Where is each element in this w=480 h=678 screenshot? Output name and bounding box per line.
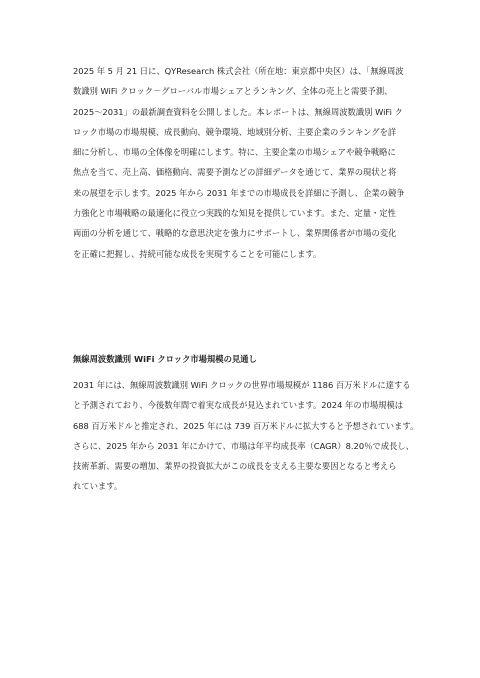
- text-line: 数識別 WiFi クロック－グローバル市場シェアとランキング、全体の売上と需要予測、: [73, 86, 393, 97]
- text-line: ロック市場の市場規模、成長動向、競争環境、地域別分析、主要企業のランキングを詳: [73, 126, 397, 137]
- text-line: 両面の分析を通じて、戦略的な意思決定を強力にサポートし、業界関係者が市場の変化: [73, 228, 397, 239]
- text-line: 焦点を当て、売上高、価格動向、需要予測などの詳細データを通じて、業界の現状と将: [73, 167, 397, 178]
- text-line: を正確に把握し、持続可能な成長を実現することを可能にします。: [73, 248, 322, 259]
- text-line: 2031 年には、無線周波数識別 WiFi クロックの世界市場規模が 1186 百万米ドルに達する: [73, 380, 411, 390]
- outlook-paragraph: [73, 375, 418, 497]
- text-line: 2025 年 5 月 21 日に、QYResearch 株式会社（所在地：東京都中央区）は、「無線周波: [73, 66, 404, 76]
- text-line: 2025～2031」の最新調査資料を公開しました。本レポートは、無線周波数識別 WiFi ク: [73, 106, 403, 117]
- section-heading: 無線周波数識別 WiFi クロック市場規模の見通し: [73, 354, 257, 364]
- intro-paragraph: [73, 61, 405, 264]
- text-line: 技術革新、需要の増加、業界の投資拡大がこの成長を支える主要な要因となると考えら: [73, 461, 397, 472]
- text-line: 688 百万米ドルと推定され、2025 年には 739 百万米ドルに拡大すると予想されています。: [73, 420, 419, 431]
- text-line: と予測されており、今後数年間で着実な成長が見込まれています。2024 年の市場規模は: [73, 400, 404, 411]
- text-line: 細に分析し、市場の全体像を明確にします。特に、主要企業の市場シェアや競争戦略に: [73, 147, 396, 158]
- text-line: 来の展望を示します。2025 年から 2031 年までの市場成長を詳細に予測し、企業の競争: [73, 187, 405, 198]
- text-line: れています。: [73, 481, 123, 492]
- text-line: 力強化と市場戦略の最適化に役立つ実践的な知見を提供しています。また、定量・定性: [73, 208, 396, 219]
- text-line: さらに、2025 年から 2031 年にかけて、市場は年平均成長率（CAGR）8.20％で成長し、: [73, 440, 414, 451]
